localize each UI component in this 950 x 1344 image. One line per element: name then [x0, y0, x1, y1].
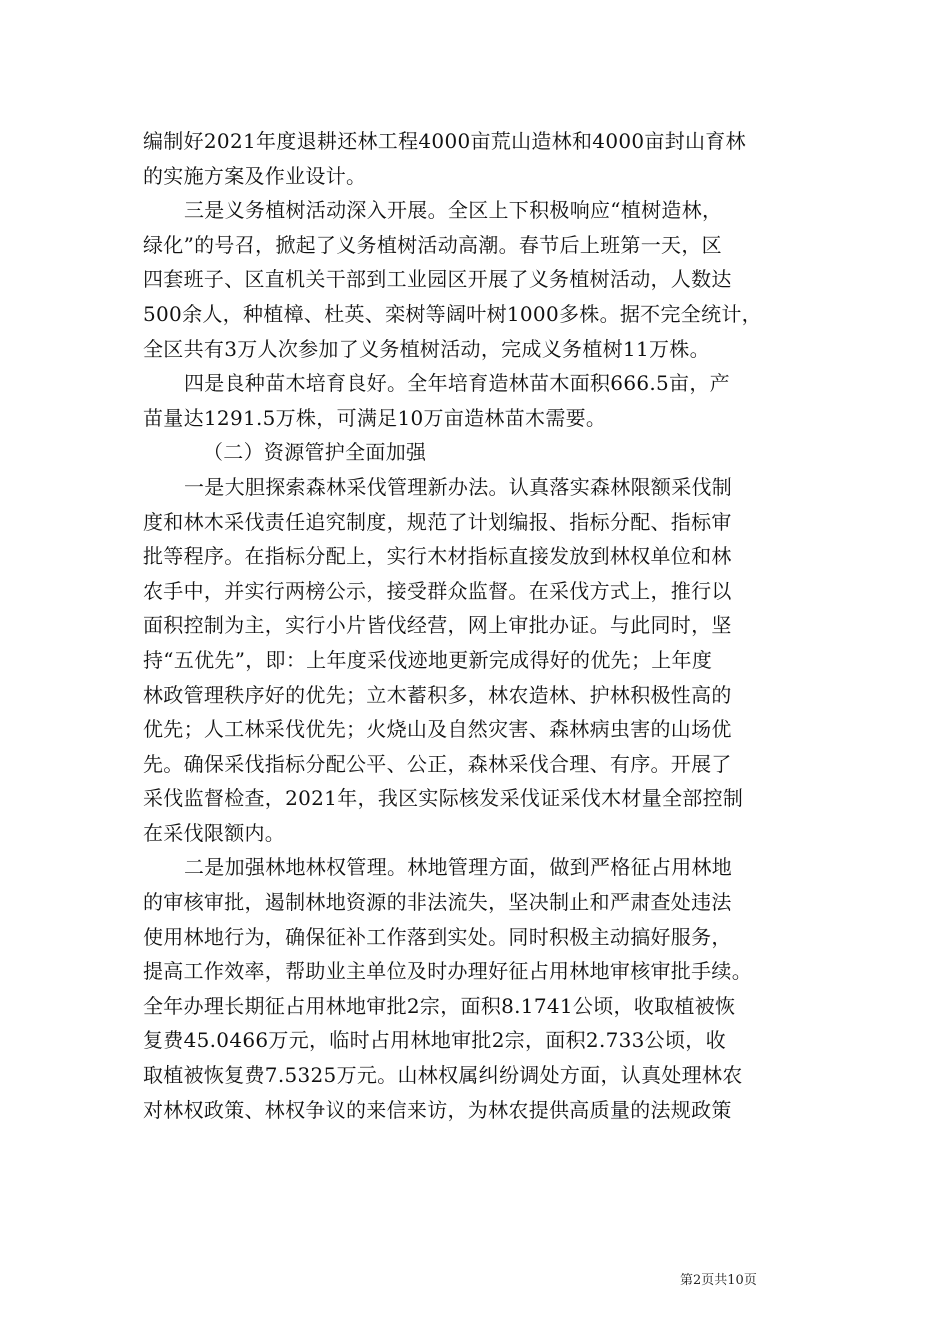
text-line: 对林权政策、林权争议的来信来访，为林农提供高质量的法规政策: [143, 1097, 732, 1122]
text-line: 农手中，并实行两榜公示，接受群众监督。在采伐方式上，推行以: [143, 578, 732, 603]
text-line: 批等程序。在指标分配上，实行木材指标直接发放到林权单位和林: [143, 544, 732, 569]
text-line: 林政管理秩序好的优先；立木蓄积多，林农造林、护林积极性高的: [143, 682, 732, 707]
paragraph-start-line: 四是良种苗木培育良好。全年培育造林苗木面积666.5亩，产: [184, 371, 730, 396]
text-line: 在采伐限额内。: [143, 820, 286, 845]
text-line: 采伐监督检查，2021年，我区实际核发采伐证采伐木材量全部控制: [143, 786, 744, 811]
section-heading: （二）资源管护全面加强: [203, 440, 427, 465]
text-line: 的实施方案及作业设计。: [143, 163, 367, 188]
page-number-footer: 第2页共10页: [680, 1273, 757, 1288]
text-line: 先。确保采伐指标分配公平、公正，森林采伐合理、有序。开展了: [143, 751, 732, 776]
text-line: 500余人，种植樟、杜英、栾树等阔叶树1000多株。据不完全统计，: [143, 301, 762, 326]
text-line: 使用林地行为，确保征补工作落到实处。同时积极主动搞好服务，: [143, 924, 732, 949]
paragraph-start-line: 一是大胆探索森林采伐管理新办法。认真落实森林限额采伐制: [184, 474, 733, 499]
text-line: 复费45.0466万元，临时占用林地审批2宗，面积2.733公顷，收: [143, 1028, 726, 1053]
text-line: 取植被恢复费7.5325万元。山林权属纠纷调处方面，认真处理林农: [143, 1063, 743, 1088]
text-line: 四套班子、区直机关干部到工业园区开展了义务植树活动，人数达: [143, 267, 732, 292]
document-body: [143, 124, 807, 1127]
text-line: 提高工作效率，帮助业主单位及时办理好征占用林地审核审批手续。: [143, 959, 752, 984]
text-line: 绿化”的号召，掀起了义务植树活动高潮。春节后上班第一天，区: [143, 232, 722, 257]
text-line: 全年办理长期征占用林地审批2宗，面积8.1741公顷，收取植被恢: [143, 993, 736, 1018]
text-line: 优先；人工林采伐优先；火烧山及自然灾害、森林病虫害的山场优: [143, 717, 732, 742]
text-line: 苗量达1291.5万株，可满足10万亩造林苗木需要。: [143, 405, 607, 430]
text-line: 的审核审批，遏制林地资源的非法流失，坚决制止和严肃查处违法: [143, 890, 732, 915]
paragraph-start-line: 二是加强林地林权管理。林地管理方面，做到严格征占用林地: [184, 855, 733, 880]
paragraph-start-line: 三是义务植树活动深入开展。全区上下积极响应“植树造林，: [184, 198, 723, 223]
text-line: 面积控制为主，实行小片皆伐经营，网上审批办证。与此同时，坚: [143, 613, 732, 638]
text-line: 持“五优先”，即：上年度采伐迹地更新完成得好的优先；上年度: [143, 647, 713, 672]
text-line: 编制好2021年度退耕还林工程4000亩荒山造林和4000亩封山育林: [143, 129, 746, 153]
text-line: 全区共有3万人次参加了义务植树活动，完成义务植树11万株。: [143, 336, 710, 361]
text-line: 度和林木采伐责任追究制度，规范了计划编报、指标分配、指标审: [143, 509, 732, 534]
